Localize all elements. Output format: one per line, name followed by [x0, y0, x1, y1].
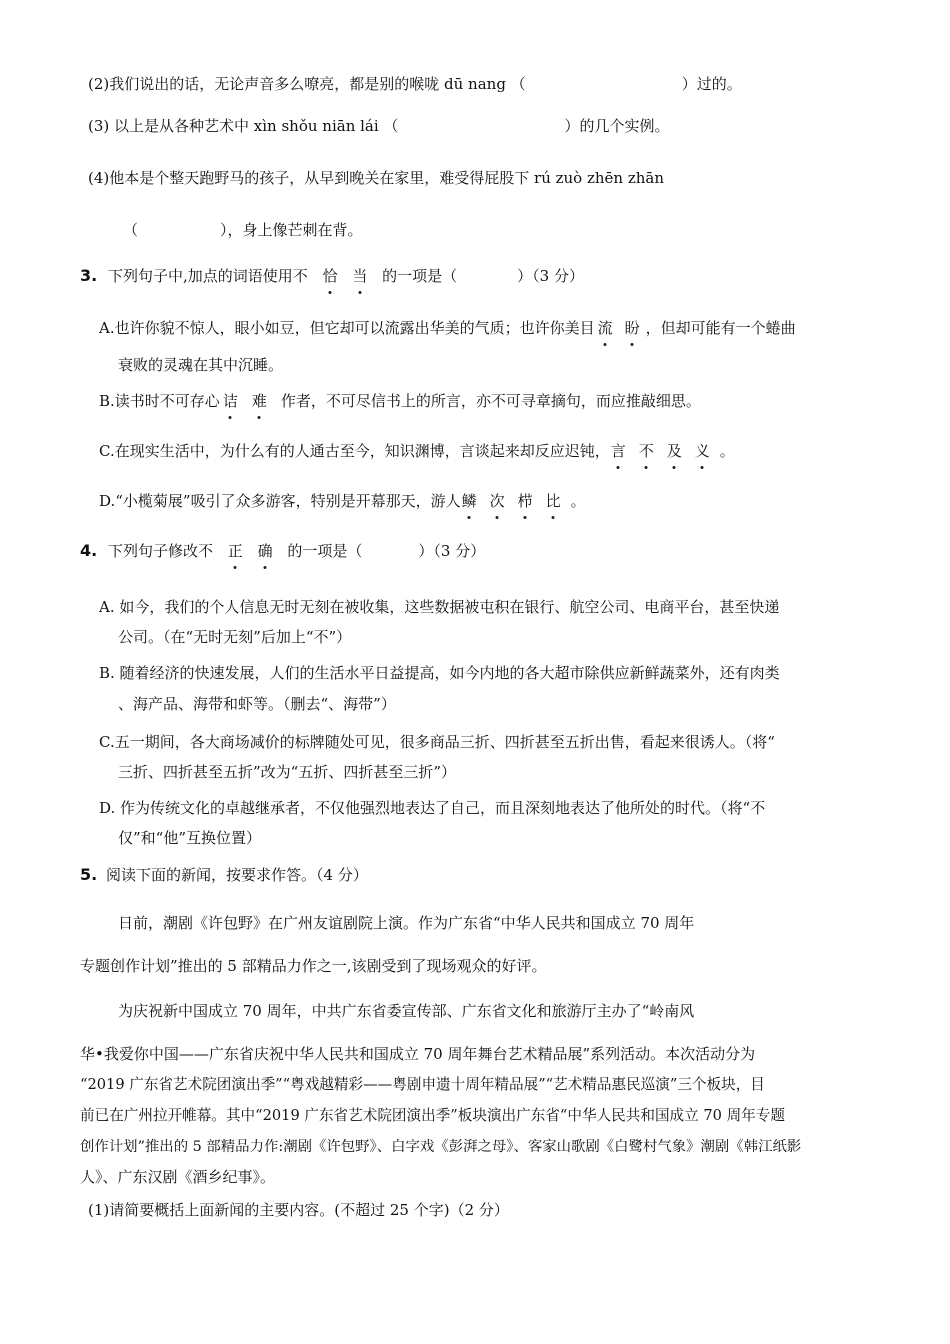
news-paragraph-2a: 为庆祝新中国成立 70 周年，中共广东省委宣传部、广东省文化和旅游厅主办了“岭南风 — [118, 1002, 695, 1020]
question-4-stem: 4. 下列句子修改不 正 确 的一项是（ ）（3 分） — [80, 541, 486, 560]
question-4-option-b: B. 随着经济的快速发展，人们的生活水平日益提高，如今内地的各大超市除供应新鲜蔬菜外，还有肉类 — [99, 664, 780, 682]
question-4-option-b-cont: 、海产品、海带和虾等。（删去“、海带”） — [118, 695, 396, 713]
news-paragraph-2b: 华•我爱你中国——广东省庆祝中华人民共和国成立 70 周年舞台艺术精品展”系列活动。本次活动分为 — [80, 1045, 756, 1063]
question-4-option-d: D. 作为传统文化的卓越继承者，不仅他强烈地表达了自己，而且深刻地表达了他所处的时代。（将“不 — [99, 799, 766, 817]
news-paragraph-2e: 创作计划”推出的 5 部精品力作:潮剧《许包野》、白字戏《彭湃之母》、客家山歌剧《白鹭村气象》潮剧《韩江纸影 — [80, 1139, 802, 1155]
question-4-option-c-cont: 三折、四折甚至五折”改为“五折、四折甚至三折”） — [118, 763, 457, 781]
question-3-option-c: C.在现实生活中，为什么有的人通古至今，知识渊博，言谈起来却反应迟钝，言 不 及 义 。 — [99, 442, 735, 460]
dotted-char: 当 — [352, 267, 368, 285]
dotted-char: 次 — [489, 492, 505, 510]
dotted-char: 言 — [610, 442, 626, 460]
fill-item-3: (3) 以上是从各种艺术中 xìn shǒu niān lái （ ）的几个实例。 — [88, 117, 670, 135]
dotted-char: 恰 — [322, 267, 338, 285]
dotted-char: 及 — [666, 442, 682, 460]
dotted-char: 确 — [257, 542, 273, 560]
question-4-option-a-cont: 公司。（在“无时无刻”后加上“不”） — [118, 628, 352, 646]
fill-item-2: (2)我们说出的话，无论声音多么嘹亮，都是别的喉咙 dū nang （ ）过的。 — [88, 75, 742, 93]
dotted-char: 正 — [227, 542, 243, 560]
question-3-option-a-cont: 衰败的灵魂在其中沉睡。 — [118, 356, 284, 374]
question-4-option-d-cont: 仅”和“他”互换位置） — [118, 829, 262, 847]
dotted-char: 义 — [694, 442, 710, 460]
question-3-option-a: A.也许你貌不惊人，眼小如豆，但它却可以流露出华美的气质；也许你美目 流 盼 ，但却可能有一个蜷曲 — [99, 319, 796, 337]
question-5-sub-1: (1)请简要概括上面新闻的主要内容。(不超过 25 个字)（2 分） — [88, 1201, 509, 1219]
question-4-option-a: A. 如今，我们的个人信息无时无刻在被收集，这些数据被屯积在银行、航空公司、电商平台，甚至快递 — [99, 598, 780, 616]
question-5-stem: 5. 阅读下面的新闻，按要求作答。（4 分） — [80, 865, 368, 884]
news-paragraph-1b: 专题创作计划”推出的 5 部精品力作之一,该剧受到了现场观众的好评。 — [80, 957, 547, 975]
news-paragraph-1a: 日前，潮剧《许包野》在广州友谊剧院上演。作为广东省“中华人民共和国成立 70 周年 — [118, 914, 695, 932]
fill-item-4: (4)他本是个整天跑野马的孩子，从早到晚关在家里，难受得屁股下 rú zuò zhēn zhān — [88, 169, 665, 187]
dotted-char: 难 — [251, 392, 267, 410]
question-4-option-c: C.五一期间，各大商场减价的标牌随处可见，很多商品三折、四折甚至五折出售，看起来很诱人。（将“ — [99, 733, 775, 751]
question-3-stem: 3. 下列句子中,加点的词语使用不 恰 当 的一项是（ ）（3 分） — [80, 266, 584, 285]
dotted-char: 诘 — [222, 392, 238, 410]
question-3-option-d: D.“小榄菊展”吸引了众多游客，特别是开幕那天，游人鳞 次 栉 比 。 — [99, 492, 586, 510]
dotted-char: 流 — [597, 319, 613, 337]
news-paragraph-2c: “2019 广东省艺术院团演出季”“粤戏越精彩——粤剧申遗十周年精品展”“艺术精品惠民巡演”三个板块，目 — [80, 1076, 765, 1093]
dotted-char: 比 — [545, 492, 561, 510]
fill-item-4-cont: （ ），身上像芒刺在背。 — [123, 221, 363, 239]
dotted-char: 不 — [638, 442, 654, 460]
news-paragraph-2f: 人》、广东汉剧《酒乡纪事》。 — [80, 1168, 276, 1186]
question-3-option-b: B.读书时不可存心 诘 难 作者，不可尽信书上的所言，亦不可寻章摘句，而应推敲细思。 — [99, 392, 701, 410]
dotted-char: 栉 — [517, 492, 533, 510]
dotted-char: 盼 — [624, 319, 640, 337]
dotted-char: 鳞 — [461, 492, 477, 510]
news-paragraph-2d: 前已在广州拉开帷幕。其中“2019 广东省艺术院团演出季”板块演出广东省“中华人民共和国成立 70 周年专题 — [80, 1107, 785, 1124]
